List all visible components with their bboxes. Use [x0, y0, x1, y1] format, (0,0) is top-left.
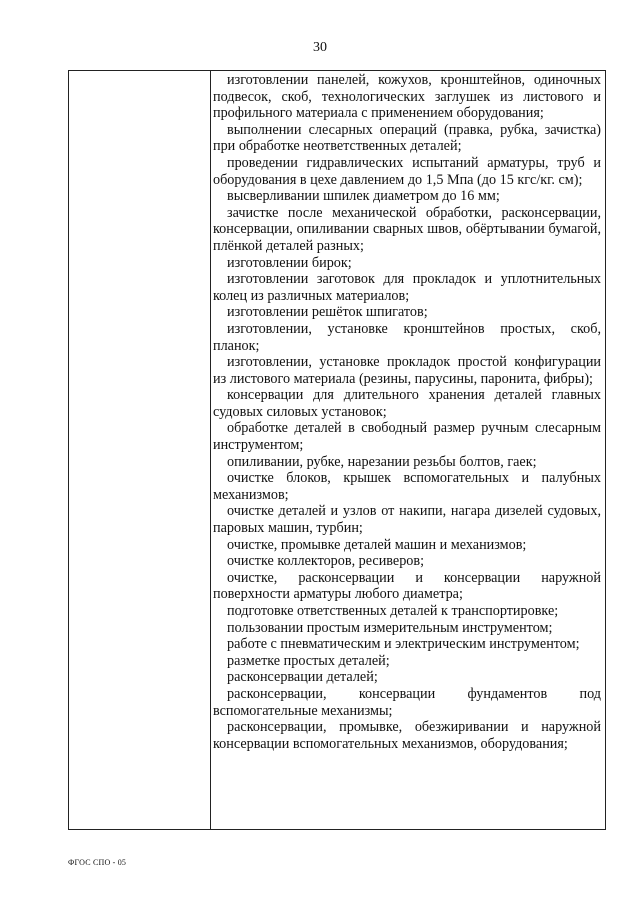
list-item: выполнении слесарных операций (правка, рубка, зачистка) при обработке неответственных деталей; [213, 121, 601, 155]
list-item: очистке блоков, крышек вспомогательных и палубных механизмов; [213, 470, 601, 503]
table-cell-content [213, 72, 601, 752]
list-item: изготовлении, установке кронштейнов простых, скоб, планок; [213, 320, 601, 354]
list-item: изготовлении панелей, кожухов, кронштейнов, одиночных подвесок, скоб, технологических заглушек из листового и профильного материала с применением оборудования; [213, 72, 601, 122]
list-item: консервации для длительного хранения деталей главных судовых силовых установок; [213, 387, 601, 420]
list-item: пользовании простым измерительным инструментом; [227, 619, 553, 636]
list-item: зачистке после механической обработки, расконсервации, консервации, опиливании сварных швов, обёртывании бумагой, плёнкой деталей разных; [213, 204, 601, 254]
list-item: изготовлении бирок; [227, 254, 352, 271]
list-item: изготовлении, установке прокладок простой конфигурации из листового материала (резины, парусины, паронита, фибры); [213, 354, 601, 387]
list-item: разметке простых деталей; [227, 652, 390, 669]
list-item: высверливании шпилек диаметром до 16 мм; [227, 188, 500, 205]
list-item: подготовке ответственных деталей к транспортировке; [227, 603, 559, 619]
column-divider [210, 70, 211, 830]
list-item: расконсервации, промывке, обезжиривании и наружной консервации вспомогательных механизмов, оборудования; [213, 719, 601, 752]
list-item: очистке деталей и узлов от накипи, нагара дизелей судовых, паровых машин, турбин; [213, 503, 601, 537]
footer-code: ФГОС СПО - 05 [68, 858, 127, 867]
list-item: расконсервации деталей; [227, 669, 378, 686]
list-item: изготовлении заготовок для прокладок и уплотнительных колец из различных материалов; [213, 271, 601, 304]
list-item: очистке, расконсервации и консервации наружной поверхности арматуры любого диаметра; [213, 569, 601, 603]
list-item: расконсервации, консервации фундаментов под вспомогательные механизмы; [213, 685, 601, 719]
list-item: очистке коллекторов, ресиверов; [227, 553, 425, 570]
page-number: 30 [313, 40, 327, 55]
list-item: работе с пневматическим и электрическим инструментом; [227, 636, 580, 653]
list-item: изготовлении решёток шпигатов; [227, 304, 428, 321]
list-item: очистке, промывке деталей машин и механизмов; [227, 536, 527, 553]
list-item: опиливании, рубке, нарезании резьбы болтов, гаек; [227, 453, 537, 470]
list-item: проведении гидравлических испытаний арматуры, труб и оборудования в цехе давлением до 1,5 Мпа (до 15 кгс/кг. см); [213, 154, 601, 188]
list-item: обработке деталей в свободный размер ручным слесарным инструментом; [213, 420, 601, 454]
